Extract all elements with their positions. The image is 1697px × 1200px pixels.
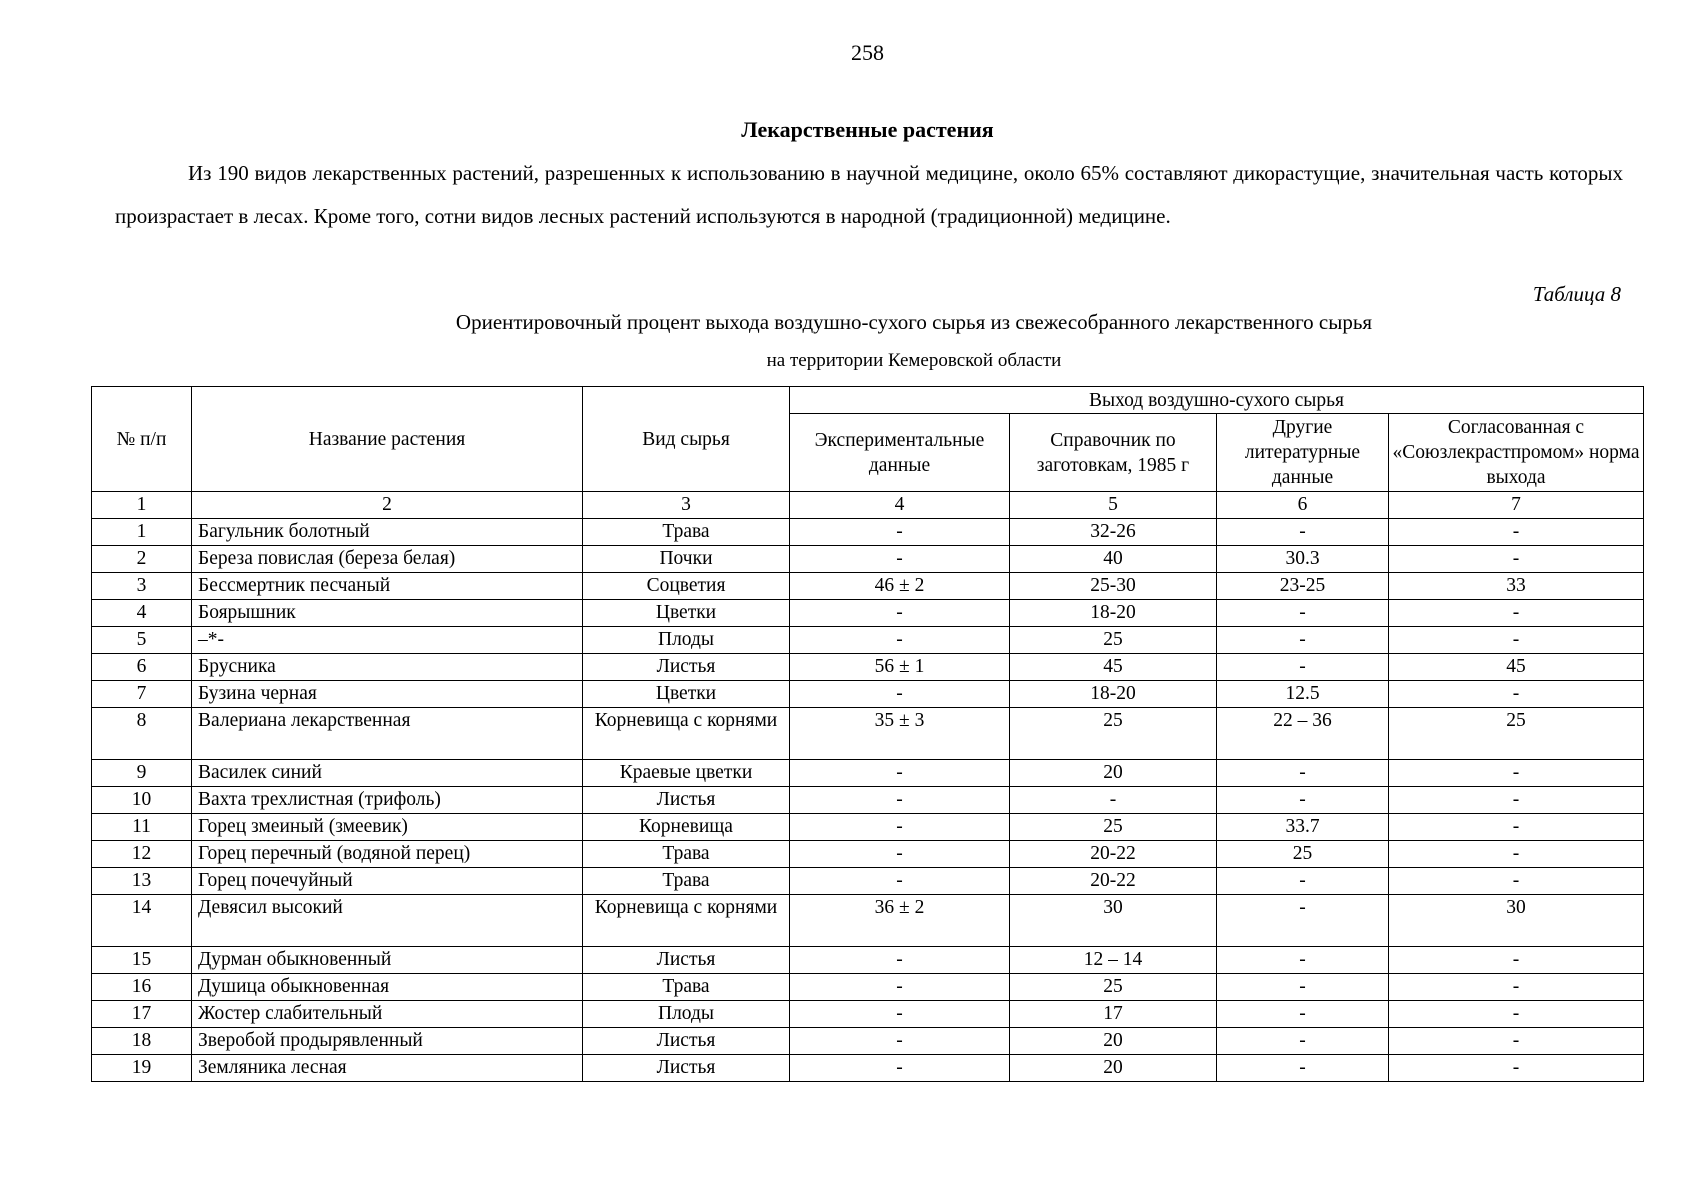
table-row — [92, 814, 1644, 841]
cell-material: Листья — [583, 654, 790, 681]
cell-plant-name: Зверобой продырявленный — [192, 1028, 583, 1055]
table-row — [92, 546, 1644, 573]
cell-experimental: 56 ± 1 — [790, 654, 1010, 681]
cell-experimental: - — [790, 841, 1010, 868]
cell-agreed: - — [1389, 627, 1644, 654]
header-experimental: Экспериментальные данные — [790, 414, 1010, 492]
cell-experimental: - — [790, 1055, 1010, 1082]
cell-agreed: - — [1389, 814, 1644, 841]
cell-material: Плоды — [583, 627, 790, 654]
column-number: 7 — [1389, 492, 1644, 519]
cell-plant-name: Жостер слабительный — [192, 1001, 583, 1028]
cell-experimental: - — [790, 760, 1010, 787]
cell-agreed: 45 — [1389, 654, 1644, 681]
cell-agreed: 25 — [1389, 708, 1644, 760]
cell-num: 2 — [92, 546, 192, 573]
cell-experimental: 35 ± 3 — [790, 708, 1010, 760]
cell-reference: 32-26 — [1010, 519, 1217, 546]
cell-experimental: - — [790, 974, 1010, 1001]
table-row — [92, 627, 1644, 654]
cell-material: Соцветия — [583, 573, 790, 600]
table-row — [92, 600, 1644, 627]
cell-literature: 33.7 — [1217, 814, 1389, 841]
table-row — [92, 868, 1644, 895]
cell-literature: 23-25 — [1217, 573, 1389, 600]
cell-num: 16 — [92, 974, 192, 1001]
cell-agreed: - — [1389, 1055, 1644, 1082]
cell-reference: 20 — [1010, 760, 1217, 787]
table-row — [92, 947, 1644, 974]
cell-num: 4 — [92, 600, 192, 627]
yield-table — [91, 386, 1644, 1082]
cell-agreed: 30 — [1389, 895, 1644, 947]
cell-agreed: - — [1389, 787, 1644, 814]
cell-plant-name: Девясил высокий — [192, 895, 583, 947]
table-row — [92, 519, 1644, 546]
cell-agreed: - — [1389, 841, 1644, 868]
cell-literature: - — [1217, 600, 1389, 627]
cell-plant-name: Земляника лесная — [192, 1055, 583, 1082]
cell-literature: - — [1217, 654, 1389, 681]
cell-literature: - — [1217, 787, 1389, 814]
cell-experimental: 46 ± 2 — [790, 573, 1010, 600]
header-plant-name: Название растения — [192, 387, 583, 492]
header-num: № п/п — [92, 387, 192, 492]
table-row — [92, 787, 1644, 814]
cell-agreed: - — [1389, 1001, 1644, 1028]
cell-plant-name: Горец перечный (водяной перец) — [192, 841, 583, 868]
cell-reference: 17 — [1010, 1001, 1217, 1028]
column-number-row — [92, 492, 1644, 519]
cell-material: Корневища — [583, 814, 790, 841]
cell-material: Корневища с корнями — [583, 895, 790, 947]
cell-literature: - — [1217, 519, 1389, 546]
cell-agreed: - — [1389, 868, 1644, 895]
cell-plant-name: Бузина черная — [192, 681, 583, 708]
table-label: Таблица 8 — [1532, 282, 1621, 306]
cell-reference: 25 — [1010, 708, 1217, 760]
cell-experimental: 36 ± 2 — [790, 895, 1010, 947]
table-row — [92, 974, 1644, 1001]
column-number: 2 — [192, 492, 583, 519]
cell-plant-name: Береза повислая (береза белая) — [192, 546, 583, 573]
cell-material: Листья — [583, 1055, 790, 1082]
cell-agreed: - — [1389, 681, 1644, 708]
cell-plant-name: Бессмертник песчаный — [192, 573, 583, 600]
cell-num: 17 — [92, 1001, 192, 1028]
cell-reference: - — [1010, 787, 1217, 814]
cell-num: 19 — [92, 1055, 192, 1082]
column-number: 1 — [92, 492, 192, 519]
cell-num: 5 — [92, 627, 192, 654]
cell-reference: 25 — [1010, 974, 1217, 1001]
table-row — [92, 654, 1644, 681]
cell-reference: 12 – 14 — [1010, 947, 1217, 974]
cell-agreed: - — [1389, 546, 1644, 573]
table-row — [92, 681, 1644, 708]
cell-material: Трава — [583, 841, 790, 868]
cell-agreed: 33 — [1389, 573, 1644, 600]
cell-num: 15 — [92, 947, 192, 974]
cell-reference: 40 — [1010, 546, 1217, 573]
cell-material: Плоды — [583, 1001, 790, 1028]
cell-plant-name: Василек синий — [192, 760, 583, 787]
cell-literature: - — [1217, 868, 1389, 895]
cell-agreed: - — [1389, 600, 1644, 627]
table-row — [92, 1028, 1644, 1055]
cell-literature: - — [1217, 1028, 1389, 1055]
table-subcaption: на территории Кемеровской области — [766, 350, 1062, 371]
table-row — [92, 1001, 1644, 1028]
table-row — [92, 573, 1644, 600]
cell-agreed: - — [1389, 974, 1644, 1001]
cell-material: Цветки — [583, 681, 790, 708]
cell-plant-name: Багульник болотный — [192, 519, 583, 546]
cell-reference: 25-30 — [1010, 573, 1217, 600]
cell-reference: 20 — [1010, 1028, 1217, 1055]
cell-experimental: - — [790, 947, 1010, 974]
cell-reference: 25 — [1010, 627, 1217, 654]
cell-plant-name: Душица обыкновенная — [192, 974, 583, 1001]
cell-experimental: - — [790, 787, 1010, 814]
cell-num: 10 — [92, 787, 192, 814]
cell-num: 8 — [92, 708, 192, 760]
cell-material: Краевые цветки — [583, 760, 790, 787]
cell-material: Трава — [583, 868, 790, 895]
header-yield-group: Выход воздушно-сухого сырья — [790, 387, 1644, 414]
cell-literature: - — [1217, 627, 1389, 654]
cell-experimental: - — [790, 627, 1010, 654]
cell-literature: - — [1217, 895, 1389, 947]
cell-plant-name: Боярышник — [192, 600, 583, 627]
cell-literature: 30.3 — [1217, 546, 1389, 573]
table-caption: Ориентировочный процент выхода воздушно-сухого сырья из свежесобранного лекарственного сырья — [455, 310, 1373, 334]
table-row — [92, 1055, 1644, 1082]
cell-reference: 45 — [1010, 654, 1217, 681]
cell-experimental: - — [790, 600, 1010, 627]
header-material: Вид сырья — [583, 387, 790, 492]
cell-plant-name: Горец почечуйный — [192, 868, 583, 895]
header-literature: Другие литературные данные — [1217, 414, 1389, 492]
cell-literature: - — [1217, 947, 1389, 974]
cell-plant-name: Брусника — [192, 654, 583, 681]
column-number: 3 — [583, 492, 790, 519]
cell-num: 13 — [92, 868, 192, 895]
cell-agreed: - — [1389, 519, 1644, 546]
cell-experimental: - — [790, 519, 1010, 546]
column-number: 5 — [1010, 492, 1217, 519]
table-row — [92, 895, 1644, 947]
cell-literature: - — [1217, 760, 1389, 787]
cell-num: 18 — [92, 1028, 192, 1055]
cell-literature: - — [1217, 974, 1389, 1001]
cell-reference: 30 — [1010, 895, 1217, 947]
cell-num: 14 — [92, 895, 192, 947]
cell-material: Листья — [583, 1028, 790, 1055]
cell-reference: 18-20 — [1010, 681, 1217, 708]
cell-agreed: - — [1389, 1028, 1644, 1055]
cell-num: 9 — [92, 760, 192, 787]
column-number: 4 — [790, 492, 1010, 519]
table-row — [92, 708, 1644, 760]
page-number: 258 — [851, 40, 884, 65]
table-row — [92, 760, 1644, 787]
cell-plant-name: Вахта трехлистная (трифоль) — [192, 787, 583, 814]
cell-reference: 20 — [1010, 1055, 1217, 1082]
cell-plant-name: Дурман обыкновенный — [192, 947, 583, 974]
cell-num: 6 — [92, 654, 192, 681]
cell-experimental: - — [790, 1028, 1010, 1055]
cell-experimental: - — [790, 868, 1010, 895]
cell-literature: 25 — [1217, 841, 1389, 868]
cell-num: 3 — [92, 573, 192, 600]
table-row — [92, 841, 1644, 868]
cell-literature: - — [1217, 1055, 1389, 1082]
cell-material: Цветки — [583, 600, 790, 627]
cell-material: Трава — [583, 519, 790, 546]
cell-agreed: - — [1389, 947, 1644, 974]
header-agreed: Согласованная с «Союзлекрастпромом» норма выхода — [1389, 414, 1644, 492]
cell-agreed: - — [1389, 760, 1644, 787]
cell-material: Листья — [583, 947, 790, 974]
cell-literature: 12.5 — [1217, 681, 1389, 708]
cell-material: Почки — [583, 546, 790, 573]
cell-experimental: - — [790, 681, 1010, 708]
cell-num: 1 — [92, 519, 192, 546]
cell-material: Корневища с корнями — [583, 708, 790, 760]
cell-reference: 18-20 — [1010, 600, 1217, 627]
cell-reference: 20-22 — [1010, 868, 1217, 895]
cell-material: Трава — [583, 974, 790, 1001]
column-number: 6 — [1217, 492, 1389, 519]
cell-experimental: - — [790, 546, 1010, 573]
cell-num: 12 — [92, 841, 192, 868]
header-reference: Справочник по заготовкам, 1985 г — [1010, 414, 1217, 492]
cell-material: Листья — [583, 787, 790, 814]
cell-experimental: - — [790, 814, 1010, 841]
cell-plant-name: Горец змеиный (змеевик) — [192, 814, 583, 841]
cell-literature: - — [1217, 1001, 1389, 1028]
cell-experimental: - — [790, 1001, 1010, 1028]
cell-reference: 25 — [1010, 814, 1217, 841]
cell-plant-name: –*- — [192, 627, 583, 654]
cell-reference: 20-22 — [1010, 841, 1217, 868]
cell-literature: 22 – 36 — [1217, 708, 1389, 760]
section-title: Лекарственные растения — [741, 117, 994, 142]
cell-num: 7 — [92, 681, 192, 708]
cell-num: 11 — [92, 814, 192, 841]
cell-plant-name: Валериана лекарственная — [192, 708, 583, 760]
intro-paragraph: Из 190 видов лекарственных растений, разрешенных к использованию в научной медицине, около 65% составляют дикорастущие, значительная часть которых произрастает в лесах. Кроме того, сотни видов лесных растений используются в народной (традиционной) медицине. — [115, 161, 1623, 228]
